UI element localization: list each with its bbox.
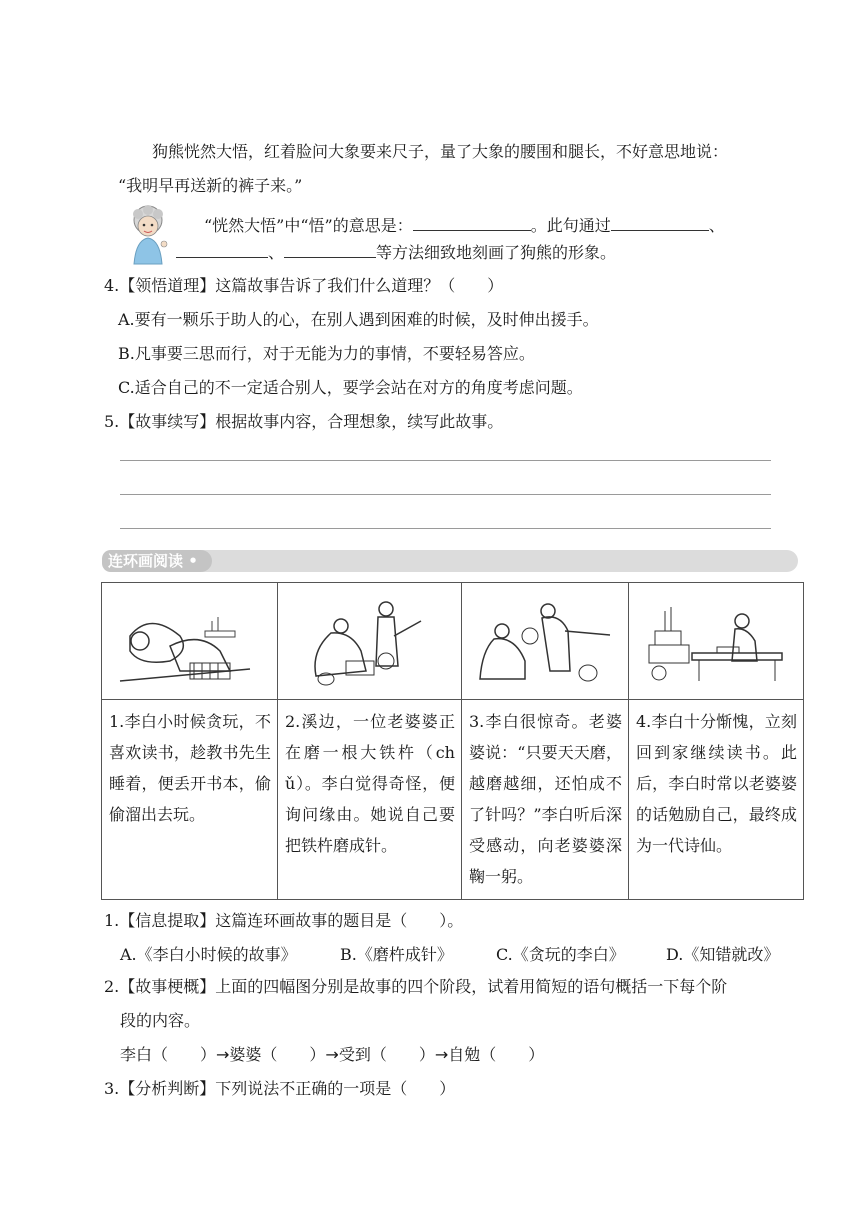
studying-illustration-icon (629, 583, 803, 700)
teacher-avatar-icon (120, 204, 176, 266)
question-1-option-d[interactable]: D.《知错就改》 (666, 945, 780, 964)
annotation-text-4: 、 (268, 243, 285, 262)
comic-caption-3: 3.李白很惊奇。老婆婆说：“只要天天磨，越磨越细，还怕成不了针吗？”李白听后深受感动，向老婆婆深鞠一躬。 (469, 712, 622, 886)
question-1-option-c[interactable]: C.《贪玩的李白》 (496, 945, 625, 964)
question-2-stem: 2.【故事梗概】上面的四幅图分别是故事的四个阶段，试着用简短的语句概括一下每个阶 (104, 977, 728, 996)
annotation-text-1: “恍然大悟”中“悟”的意思是： (204, 216, 413, 235)
answer-blank-4[interactable] (284, 241, 376, 258)
bowing-illustration-icon (462, 583, 628, 700)
passage-line-2: “我明早再送新的裤子来。” (118, 176, 303, 195)
comic-caption-2: 2.溪边，一位老婆婆正在磨一根大铁杵（chǔ）。李白觉得奇怪，便询问缘由。她说自己要把铁杵磨成针。 (285, 712, 455, 855)
writing-line-1[interactable] (120, 460, 771, 461)
annotation-text-3: 、 (708, 216, 725, 235)
question-1-option-a[interactable]: A.《李白小时候的故事》 (120, 945, 297, 964)
question-1-option-b[interactable]: B.《磨杵成针》 (340, 945, 453, 964)
comic-panel-2 (278, 583, 462, 900)
annotation-text-2: 。此句通过 (530, 216, 611, 235)
comic-panel-4 (629, 583, 804, 900)
comic-strip-table (101, 582, 804, 900)
writing-line-3[interactable] (120, 528, 771, 529)
answer-blank-1[interactable] (413, 214, 531, 231)
question-2-fill-line[interactable]: 李白（ ）→婆婆（ ）→受到（ ）→自勉（ ） (120, 1045, 545, 1064)
comic-panel-1 (102, 583, 278, 900)
question-5-stem: 5.【故事续写】根据故事内容，合理想象，续写此故事。 (104, 412, 504, 431)
writing-line-2[interactable] (120, 494, 771, 495)
section-title: 连环画阅读 • (108, 552, 198, 570)
grinding-pestle-illustration-icon (278, 583, 461, 700)
answer-blank-2[interactable] (611, 214, 709, 231)
question-4-option-a[interactable]: A.要有一颗乐于助人的心，在别人遇到困难的时候，及时伸出援手。 (118, 310, 599, 329)
comic-panel-3 (462, 583, 629, 900)
passage-line-1: 狗熊恍然大悟，红着脸问大象要来尺子，量了大象的腰围和腿长，不好意思地说： (152, 142, 729, 161)
annotation-text-5: 等方法细致地刻画了狗熊的形象。 (376, 243, 617, 262)
question-1-stem: 1.【信息提取】这篇连环画故事的题目是（ ）。 (104, 911, 464, 930)
answer-blank-3[interactable] (176, 241, 268, 258)
sleeping-teacher-illustration-icon (102, 583, 277, 700)
question-3-stem: 3.【分析判断】下列说法不正确的一项是（ ） (104, 1079, 456, 1098)
question-4-option-b[interactable]: B.凡事要三思而行，对于无能为力的事情，不要轻易答应。 (118, 344, 535, 363)
comic-caption-4: 4.李白十分惭愧，立刻回到家继续读书。此后，李白时常以老婆婆的话勉励自己，最终成为一代诗仙。 (636, 712, 797, 855)
question-4-option-c[interactable]: C.适合自己的不一定适合别人，要学会站在对方的角度考虑问题。 (118, 378, 583, 397)
annotation-line-2 (176, 241, 616, 264)
question-2-stem-cont: 段的内容。 (120, 1011, 201, 1030)
annotation-line-1 (204, 214, 725, 237)
comic-caption-1: 1.李白小时候贪玩，不喜欢读书，趁教书先生睡着，便丢开书本，偷偷溜出去玩。 (109, 712, 271, 824)
question-4-stem: 4.【领悟道理】这篇故事告诉了我们什么道理？（ ） (104, 276, 504, 295)
